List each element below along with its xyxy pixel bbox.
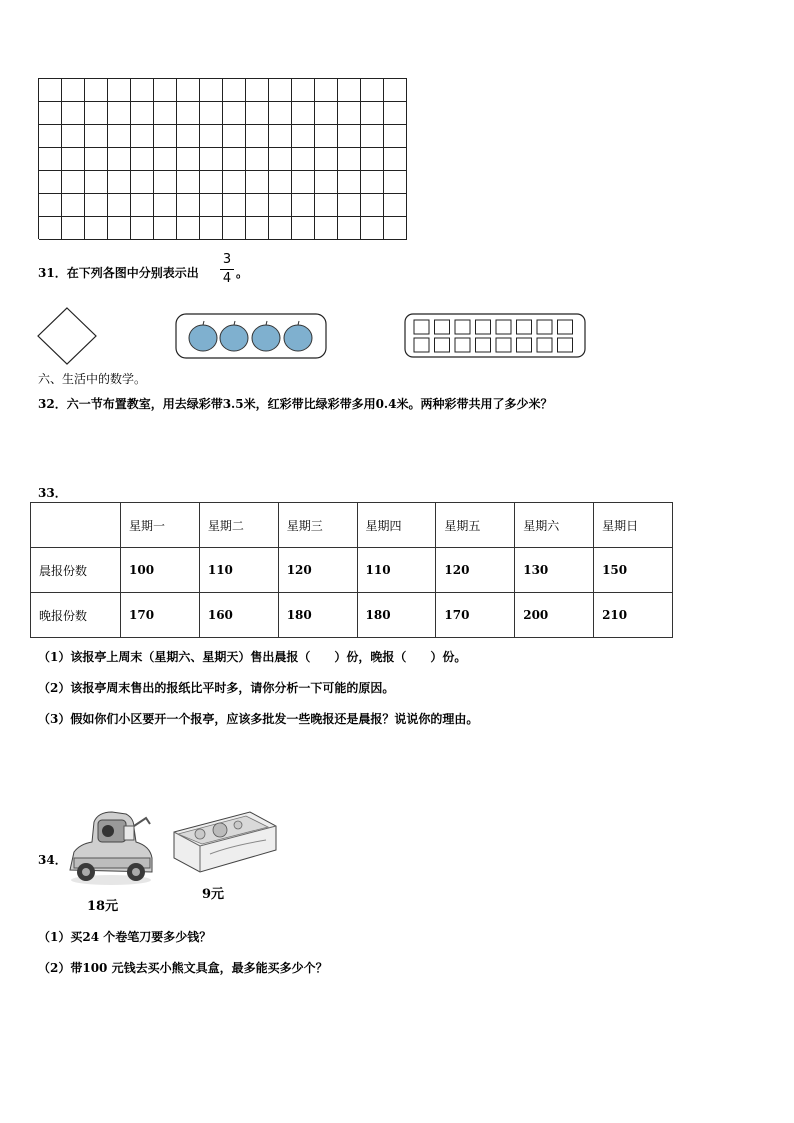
fraction-denominator: 4 (222, 271, 232, 286)
grid-cell (62, 194, 85, 217)
grid-cell (177, 148, 200, 171)
grid-cell (315, 194, 338, 217)
grid-cell (177, 171, 200, 194)
table-cell: 170 (121, 593, 200, 638)
q31-text (38, 264, 199, 281)
grid-cell (338, 79, 361, 102)
grid-row (39, 79, 407, 102)
grid-cell (131, 194, 154, 217)
grid-cell (223, 194, 246, 217)
grid-cell (246, 125, 269, 148)
table-cell: 130 (515, 548, 594, 593)
grid-cell (177, 102, 200, 125)
grid-cell (154, 79, 177, 102)
q33-sub1: （1）该报亭上周末（星期六、星期天）售出晨报（ ）份，晚报（ ）份。 (38, 650, 467, 664)
grid-cell (338, 125, 361, 148)
grid-cell (108, 148, 131, 171)
grid-cell (85, 79, 108, 102)
grid-cell (384, 79, 407, 102)
grid-cell (384, 102, 407, 125)
grid-cell (39, 125, 62, 148)
grid-cell (131, 125, 154, 148)
grid-cell (200, 171, 223, 194)
small-square (476, 320, 491, 334)
table-header-cell (31, 503, 121, 548)
grid-cell (223, 102, 246, 125)
grid-cell (85, 194, 108, 217)
grid-cell (361, 171, 384, 194)
small-square (558, 338, 573, 352)
grid-cell (85, 125, 108, 148)
q31-end: 。 (236, 266, 249, 280)
grid-cell (338, 148, 361, 171)
grid-cell (223, 125, 246, 148)
apple-icon (284, 321, 312, 351)
grid-cell (200, 194, 223, 217)
squares-figure (404, 313, 586, 358)
grid-cell (154, 148, 177, 171)
table-cell: 110 (199, 548, 278, 593)
grid-cell (108, 194, 131, 217)
small-square (455, 338, 470, 352)
pencil-case-price: 9元 (202, 887, 225, 902)
grid-cell (108, 79, 131, 102)
grid-cell (246, 217, 269, 240)
grid-cell (177, 125, 200, 148)
small-square (414, 338, 429, 352)
grid-cell (39, 102, 62, 125)
grid-cell (62, 102, 85, 125)
grid-cell (338, 194, 361, 217)
square-grid (38, 78, 407, 239)
grid-cell (131, 148, 154, 171)
q32-text: 32．六一节布置教室，用去绿彩带3.5米，红彩带比绿彩带多用0.4米。两种彩带共用了多少米？ (38, 397, 553, 411)
small-square (517, 320, 532, 334)
grid-cell (384, 171, 407, 194)
small-square (517, 338, 532, 352)
grid-cell (292, 148, 315, 171)
grid-cell (131, 102, 154, 125)
grid-cell (131, 217, 154, 240)
small-square (496, 320, 511, 334)
grid-row (39, 148, 407, 171)
small-square (496, 338, 511, 352)
q34-number: 34． (38, 853, 67, 867)
table-cell: 150 (594, 548, 673, 593)
small-square (414, 320, 429, 334)
grid-row (39, 102, 407, 125)
grid-cell (361, 102, 384, 125)
grid-cell (39, 79, 62, 102)
grid-cell (200, 148, 223, 171)
grid-cell (62, 125, 85, 148)
grid-cell (269, 217, 292, 240)
grid-cell (154, 171, 177, 194)
grid-cell (315, 79, 338, 102)
grid-cell (177, 194, 200, 217)
grid-cell (131, 79, 154, 102)
grid-cell (85, 148, 108, 171)
apples-figure (175, 313, 327, 359)
grid-cell (338, 171, 361, 194)
grid-cell (85, 171, 108, 194)
table-header-cell: 星期日 (594, 503, 673, 548)
apple-icon (252, 321, 280, 351)
grid-cell (315, 148, 338, 171)
small-square (537, 320, 552, 334)
grid-cell (62, 79, 85, 102)
row-label-morning: 晨报份数 (31, 548, 121, 593)
grid-cell (108, 125, 131, 148)
grid-cell (269, 125, 292, 148)
table-cell: 180 (278, 593, 357, 638)
newspaper-sales-table (30, 502, 673, 638)
fraction-three-quarters (220, 252, 234, 287)
grid-cell (223, 79, 246, 102)
grid-cell (200, 79, 223, 102)
row-label-evening: 晚报份数 (31, 593, 121, 638)
table-cell: 100 (121, 548, 200, 593)
grid-cell (200, 217, 223, 240)
grid-cell (131, 171, 154, 194)
grid-cell (269, 102, 292, 125)
grid-row (39, 217, 407, 240)
grid-cell (200, 125, 223, 148)
grid-cell (292, 194, 315, 217)
q34-sub1: （1）买24 个卷笔刀要多少钱？ (38, 930, 212, 944)
grid-cell (384, 217, 407, 240)
grid-cell (338, 102, 361, 125)
car-sharpener-image (64, 806, 158, 890)
grid-cell (269, 171, 292, 194)
table-header-row (31, 503, 673, 548)
section-6-title: 六、生活中的数学。 (38, 372, 147, 386)
table-header-cell: 星期一 (121, 503, 200, 548)
grid-cell (108, 171, 131, 194)
grid-cell (177, 217, 200, 240)
table-header-cell: 星期三 (278, 503, 357, 548)
grid-cell (246, 148, 269, 171)
grid-cell (246, 102, 269, 125)
grid-row (39, 125, 407, 148)
grid-cell (85, 102, 108, 125)
table-cell: 180 (357, 593, 436, 638)
table-cell: 110 (357, 548, 436, 593)
grid-cell (177, 79, 200, 102)
grid-cell (269, 79, 292, 102)
grid-cell (292, 125, 315, 148)
grid-cell (223, 217, 246, 240)
grid-cell (62, 217, 85, 240)
table-cell: 120 (436, 548, 515, 593)
table-header-cell: 星期四 (357, 503, 436, 548)
apple-icon (189, 321, 217, 351)
grid-cell (338, 217, 361, 240)
grid-cell (361, 194, 384, 217)
grid-cell (315, 125, 338, 148)
grid-cell (154, 125, 177, 148)
grid-cell (384, 194, 407, 217)
grid-cell (154, 102, 177, 125)
grid-cell (246, 171, 269, 194)
table-row (31, 548, 673, 593)
grid-row (39, 171, 407, 194)
grid-cell (269, 194, 292, 217)
grid-cell (292, 217, 315, 240)
grid-cell (39, 171, 62, 194)
table-cell: 120 (278, 548, 357, 593)
grid-cell (154, 194, 177, 217)
grid-row (39, 194, 407, 217)
grid-cell (223, 171, 246, 194)
grid-cell (361, 125, 384, 148)
table-row (31, 593, 673, 638)
grid-cell (108, 217, 131, 240)
grid-cell (269, 148, 292, 171)
grid-cell (361, 217, 384, 240)
grid-cell (315, 102, 338, 125)
fraction-numerator: 3 (222, 252, 232, 267)
grid-cell (154, 217, 177, 240)
small-square (558, 320, 573, 334)
grid-cell (384, 148, 407, 171)
grid-cell (223, 148, 246, 171)
grid-cell (85, 217, 108, 240)
grid-cell (246, 79, 269, 102)
grid-cell (62, 148, 85, 171)
q34-sub2: （2）带100 元钱去买小熊文具盒，最多能买多少个？ (38, 961, 328, 975)
table-cell: 210 (594, 593, 673, 638)
table-cell: 160 (199, 593, 278, 638)
grid-cell (315, 217, 338, 240)
pencil-case-image (170, 810, 278, 874)
q33-sub3: （3）假如你们小区要开一个报亭，应该多批发一些晚报还是晨报？说说你的理由。 (38, 712, 479, 726)
small-square (455, 320, 470, 334)
table-header-cell: 星期五 (436, 503, 515, 548)
small-square (435, 320, 450, 334)
grid-cell (200, 102, 223, 125)
table-cell: 200 (515, 593, 594, 638)
grid-cell (62, 171, 85, 194)
grid-cell (292, 171, 315, 194)
q33-sub2: （2）该报亭周末售出的报纸比平时多，请你分析一下可能的原因。 (38, 681, 395, 695)
sharpener-price: 18元 (87, 899, 119, 914)
table-cell: 170 (436, 593, 515, 638)
grid-cell (292, 79, 315, 102)
small-square (476, 338, 491, 352)
q33-number: 33． (38, 486, 67, 500)
apple-icon (220, 321, 248, 351)
table-header-cell: 星期二 (199, 503, 278, 548)
diamond-shape (36, 306, 98, 366)
grid-cell (315, 171, 338, 194)
grid-cell (39, 148, 62, 171)
grid-cell (292, 102, 315, 125)
grid-cell (39, 194, 62, 217)
small-square (537, 338, 552, 352)
table-header-cell: 星期六 (515, 503, 594, 548)
grid-cell (361, 79, 384, 102)
grid-cell (246, 194, 269, 217)
q31-label: 31．在下列各图中分别表示出 (38, 266, 199, 280)
grid-cell (361, 148, 384, 171)
small-square (435, 338, 450, 352)
grid-cell (384, 125, 407, 148)
grid-cell (108, 102, 131, 125)
grid-cell (39, 217, 62, 240)
